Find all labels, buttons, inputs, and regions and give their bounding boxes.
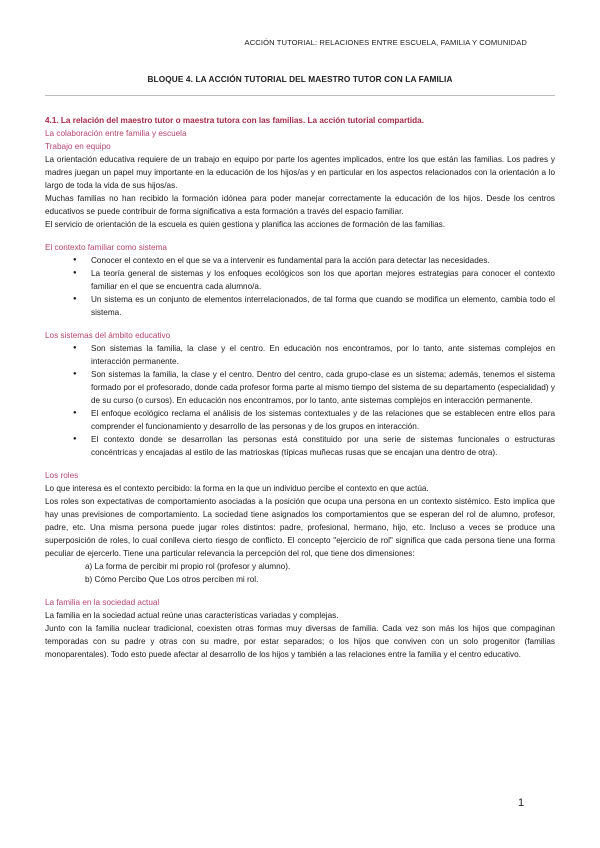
block-title: BLOQUE 4. LA ACCIÓN TUTORIAL DEL MAESTRO TUTOR CON LA FAMILIA [147, 74, 453, 84]
list-item: ● Conocer el contexto en el que se va a intervenir es fundamental para la acción para detectar las necesidades. [91, 254, 555, 267]
paragraph: Lo que interesa es el contexto percibido: la forma en la que un individuo percibe el contexto en que actúa. [45, 484, 429, 493]
list-item: ● La teoría general de sistemas y los enfoques ecológicos son los que aportan mejores estrategias para conocer el contexto familiar en el que se encuentra cada alumno/a. [91, 267, 555, 293]
dimension-item: b) Cómo Percibo Que Los otros perciben mi rol. [85, 575, 259, 584]
paragraph: Los roles son expectativas de comportamiento asociadas a la posición que ocupa una persona en un contexto sistémico. Esto implica que hay unas previsiones de comportamiento. La sociedad tiene asignados los comportamientos que se esperan del rol de alumno, profesor, padre, etc. Una misma persona puede jugar roles distintos: padre, profesional, hermano, hijo, etc. Incluso a veces se produce una superposición de roles, lo cual conlleva cierto riesgo de conflicto. El concepto "ejercicio de rol" significa que cada persona tiene una forma peculiar de ejercerlo. Tiene una particular relevancia la percepción del rol, que tiene dos dimensiones: [45, 497, 555, 558]
page-number: 1 [518, 797, 525, 809]
subsection-heading: Los sistemas del ámbito educativo [45, 331, 171, 340]
paragraph: La orientación educativa requiere de un trabajo en equipo por parte los agentes implicados, entre los que están las familias. Los padres y madres juegan un papel muy importante en la educación de los hijos/as y en particular en los aspectos relacionados con la orientación a lo largo de toda la vida de sus hijos/as. [45, 155, 555, 190]
list-item: ● El enfoque ecológico reclama el análisis de los sistemas contextuales y de las relaciones que se establecen entre ellos para comprender el funcionamiento y desarrollo de las personas y de los grupos en interacción. [91, 407, 555, 433]
header-divider [45, 95, 555, 96]
subsection-heading: Los roles [45, 471, 79, 480]
subsubsection-heading: Trabajo en equipo [45, 142, 111, 151]
paragraph: Muchas familias no han recibido la formación idónea para poder manejar correctamente la educación de los hijos. Desde los centros educativos se puede contribuir de forma significativa a esta formación a través del espacio familiar. [45, 194, 555, 216]
running-header: ACCIÓN TUTORIAL: RELACIONES ENTRE ESCUELA, FAMILIA Y COMUNIDAD [244, 38, 527, 47]
list-item: ● Son sistemas la familia, la clase y el centro. Dentro del centro, cada grupo-clase es un sistema; además, tenemos el sistema formado por el profesorado, donde cada profesor forma parte al mismo tiempo del sistema de su departamento (especialidad) y de su curso (o cursos). En educación nos encontramos, por lo tanto, ante sistemas complejos en interacción permanente. [91, 368, 555, 407]
bullet-list [45, 342, 555, 459]
main-content [45, 114, 555, 661]
list-item: ● Son sistemas la familia, la clase y el centro. En educación nos encontramos, por lo tanto, ante sistemas complejos en interacción permanente. [91, 342, 555, 368]
paragraph: Junto con la familia nuclear tradicional, coexisten otras formas muy diversas de familia. Cada vez son más los hijos que compaginan temporadas con su padre y otras con su madre, por estar separados; o los hijos que conviven con un solo progenitor (familias monoparentales). Todo esto puede afectar al desarrollo de los hijos y también a las relaciones entre la familia y el centro educativo. [45, 624, 555, 659]
dimension-item: a) La forma de percibir mi propio rol (profesor y alumno). [85, 562, 291, 571]
list-item: ● Un sistema es un conjunto de elementos interrelacionados, de tal forma que cuando se modifica un elemento, cambia todo el sistema. [91, 293, 555, 319]
subsection-heading: La colaboración entre familia y escuela [45, 129, 187, 138]
bullet-list [45, 254, 555, 319]
paragraph: La familia en la sociedad actual reúne unas características variadas y complejas. [45, 611, 339, 620]
subsection-heading: La familia en la sociedad actual [45, 598, 160, 607]
list-item: ● El contexto donde se desarrollan las personas está constituido por una serie de sistemas funcionales o estructuras concéntricas y encajadas al estilo de las matrioskas (típicas muñecas rusas que se encajan una dentro de otra). [91, 433, 555, 459]
section-heading: 4.1. La relación del maestro tutor o maestra tutora con las familias. La acción tutorial compartida. [45, 116, 425, 125]
paragraph: El servicio de orientación de la escuela es quien gestiona y planifica las acciones de formación de las familias. [45, 220, 446, 229]
subsection-heading: El contexto familiar como sistema [45, 243, 167, 252]
